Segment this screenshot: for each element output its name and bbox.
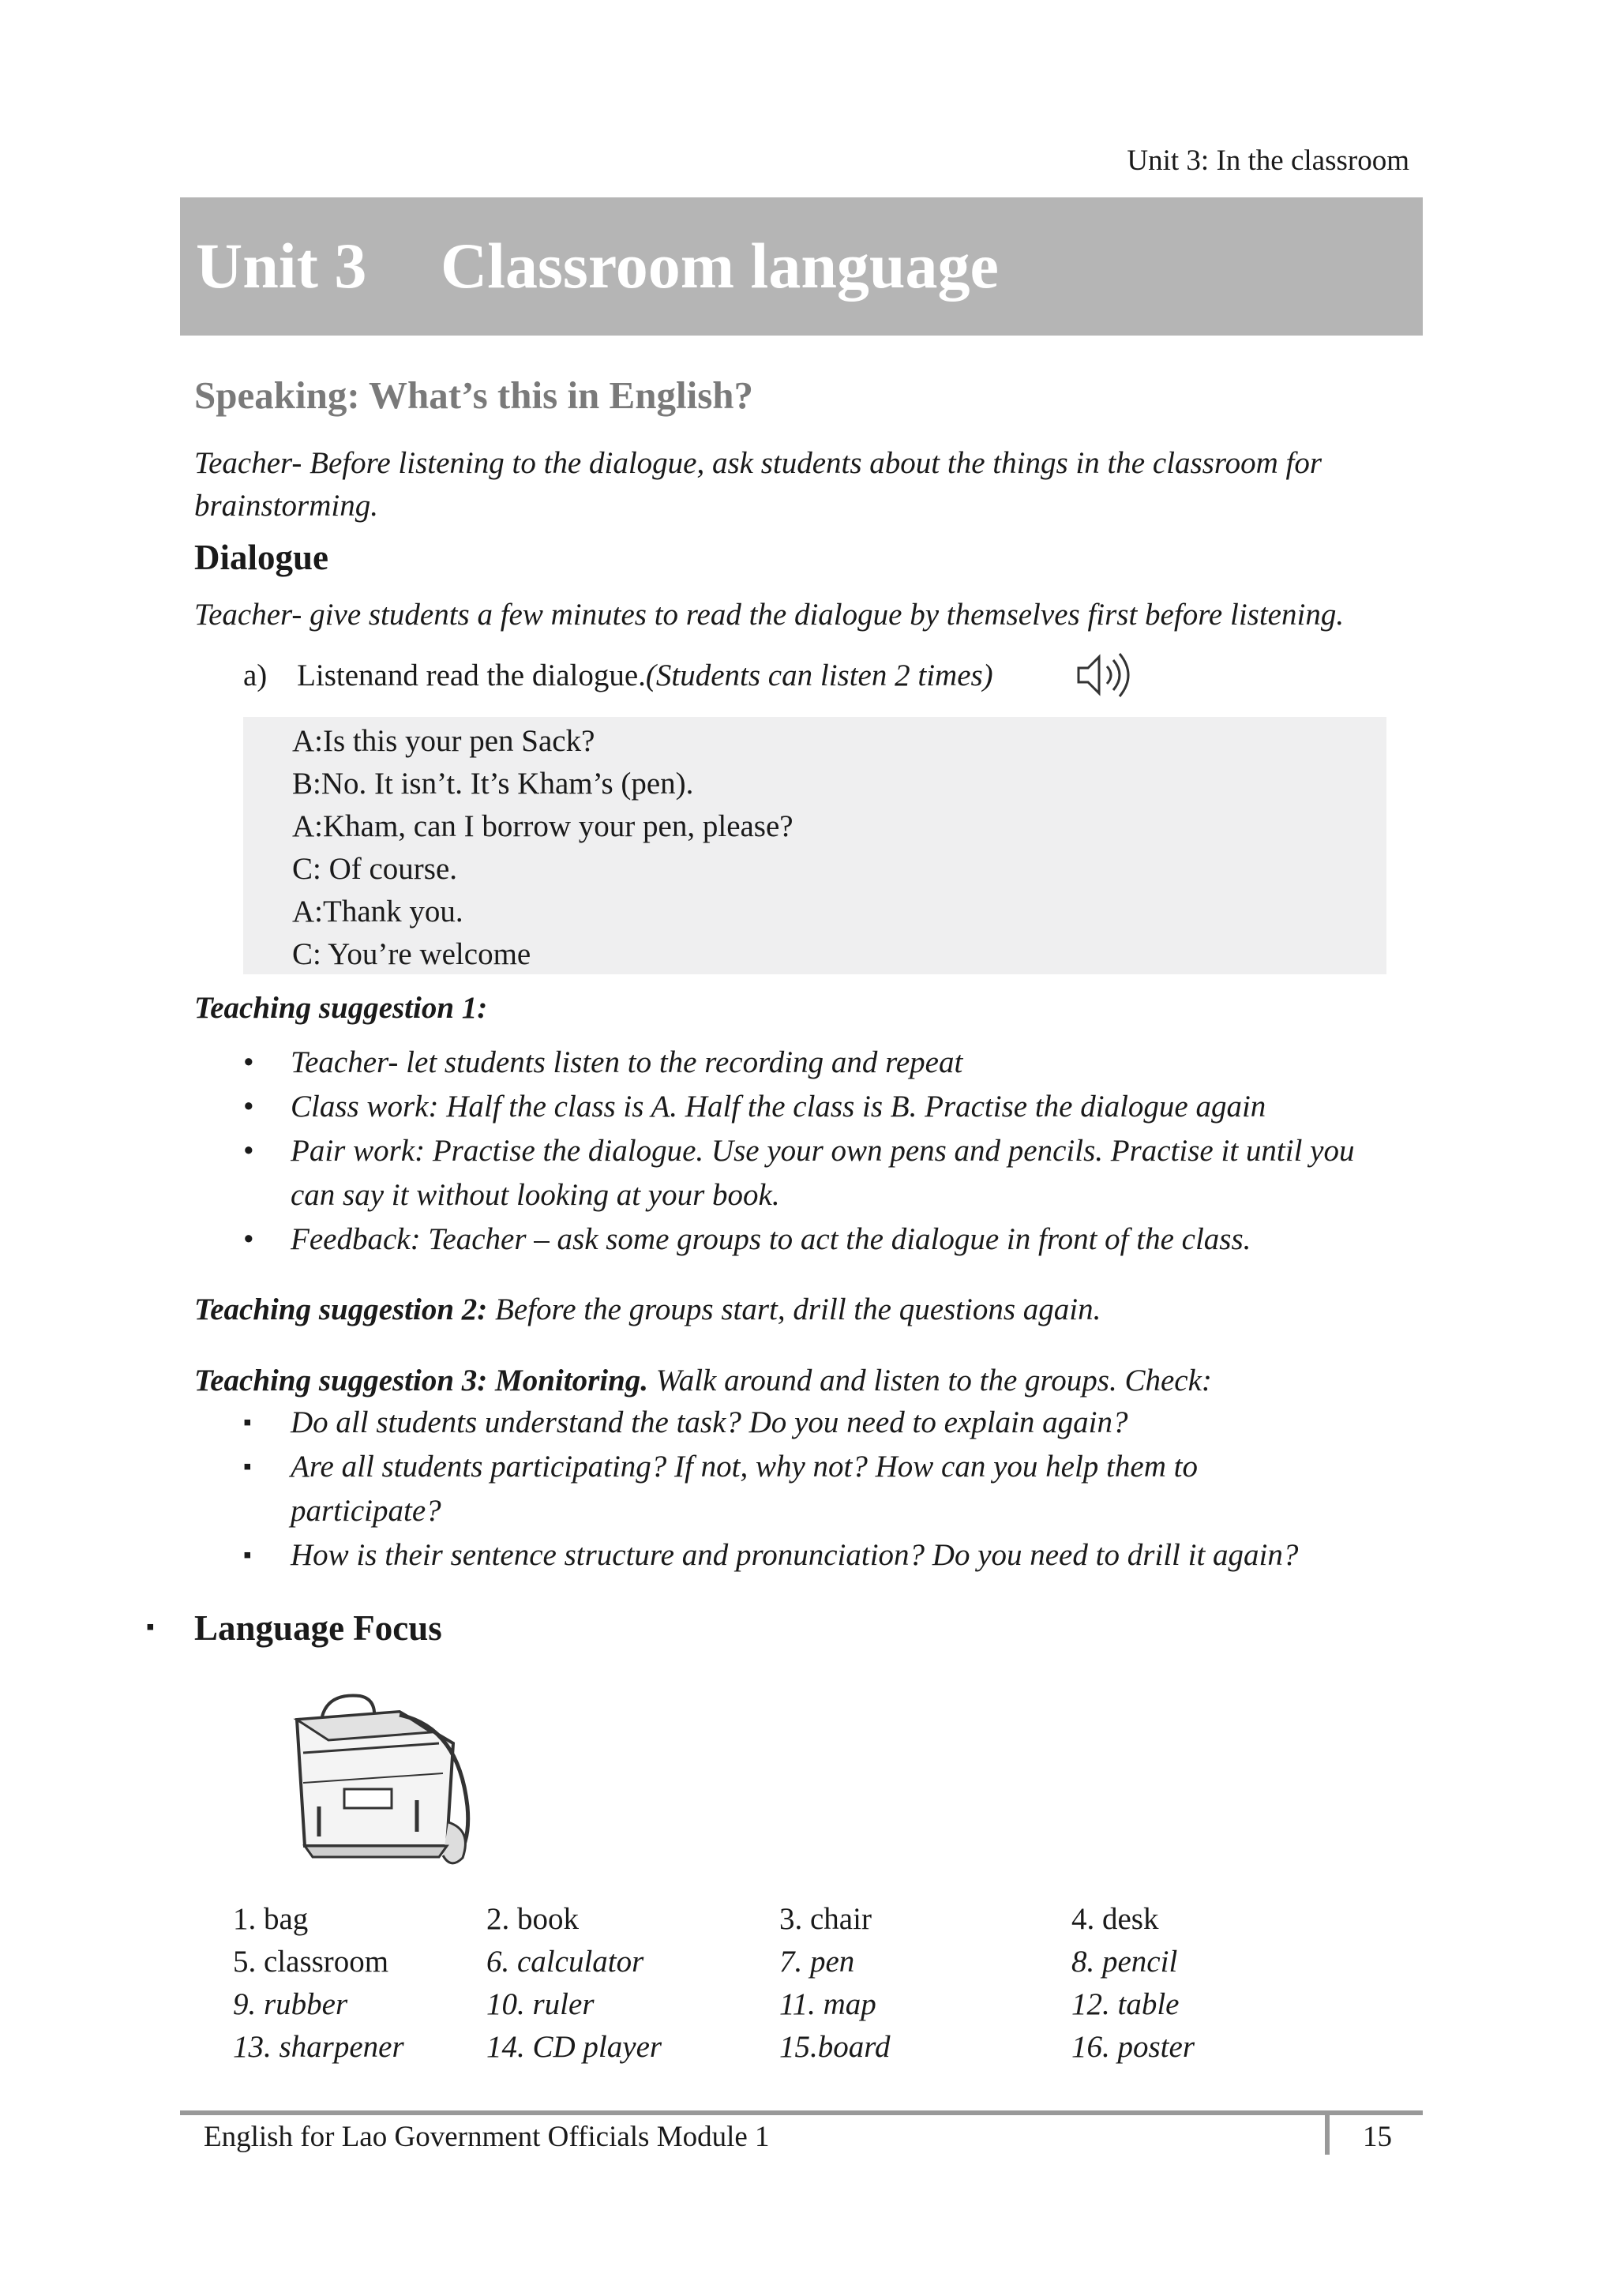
page-number: 15 — [1363, 2121, 1392, 2153]
vocab-item: 6. calculator — [486, 1945, 644, 1979]
dialogue-line: A:Is this your pen Sack? — [292, 724, 595, 758]
vocab-item: 15.board — [779, 2030, 891, 2064]
vocab-item: 13. sharpener — [233, 2030, 404, 2064]
teacher-note-brainstorm — [194, 442, 1426, 527]
vocab-item: 9. rubber — [233, 1987, 348, 2021]
dialogue-line: C: Of course. — [292, 852, 458, 886]
list-item-continuation: can say it without looking at your book. — [291, 1178, 780, 1212]
vocab-item: 3. chair — [779, 1902, 872, 1936]
dialogue-heading: Dialogue — [194, 538, 329, 577]
running-header: Unit 3: In the classroom — [1127, 144, 1409, 177]
speaker-icon[interactable] — [1074, 649, 1137, 701]
list-item-continuation: participate? — [291, 1494, 441, 1528]
listen-instruction — [243, 658, 993, 693]
list-item: ▪ Do all students understand the task? Do you need to explain again? — [291, 1401, 1428, 1445]
footer-divider — [180, 2110, 1423, 2115]
instruction-note: (Students can listen 2 times) — [645, 658, 993, 692]
instruction-text: Listenand read the dialogue. — [297, 658, 646, 692]
suggestion-2 — [194, 1289, 1426, 1331]
suggestion-3-list — [291, 1401, 1428, 1578]
dialogue-line: A:Kham, can I borrow your pen, please? — [292, 809, 793, 843]
vocab-item: 10. ruler — [486, 1987, 595, 2021]
vocab-item: 14. CD player — [486, 2030, 662, 2064]
list-item: • Teacher- let students listen to the recording and repeat — [291, 1041, 1428, 1085]
item-marker: a) — [243, 658, 268, 692]
vocab-item: 16. poster — [1071, 2030, 1195, 2064]
list-item: ▪ Are all students participating? If not, why not? How can you help them to — [291, 1445, 1428, 1489]
unit-number: Unit 3 — [196, 230, 367, 302]
teacher-note-line: Teacher- Before listening to the dialogue, ask students about the things in the classroom for — [194, 446, 1322, 480]
school-bag-image — [281, 1688, 478, 1874]
dialogue-teacher-note: Teacher- give students a few minutes to read the dialogue by themselves first before listening. — [194, 598, 1345, 632]
list-item: • Feedback: Teacher – ask some groups to act the dialogue in front of the class. — [291, 1217, 1428, 1262]
dialogue-box — [243, 717, 1386, 974]
teacher-note-line: brainstorming. — [194, 489, 378, 523]
language-focus-title: Language Focus — [194, 1608, 442, 1648]
speaking-title: Speaking: What’s this in English? — [194, 373, 754, 417]
dialogue-line: B:No. It isn’t. It’s Kham’s (pen). — [292, 767, 694, 801]
suggestion-1-list — [291, 1041, 1428, 1262]
suggestion-2-text: Before the groups start, drill the questions again. — [487, 1292, 1101, 1326]
suggestion-2-title: Teaching suggestion 2: — [194, 1292, 488, 1326]
vocab-item: 11. map — [779, 1987, 876, 2021]
vocab-item: 12. table — [1071, 1987, 1180, 2021]
footer-book-title: English for Lao Government Officials Module 1 — [204, 2121, 770, 2153]
suggestion-3 — [194, 1360, 1426, 1402]
dialogue-line: A:Thank you. — [292, 895, 463, 929]
vocab-item: 4. desk — [1071, 1902, 1159, 1936]
unit-banner — [180, 197, 1423, 336]
suggestion-3-title: Teaching suggestion 3: Monitoring. — [194, 1364, 649, 1397]
list-item: ▪ How is their sentence structure and pronunciation? Do you need to drill it again? — [291, 1533, 1428, 1578]
list-item: • Class work: Half the class is A. Half the class is B. Practise the dialogue again — [291, 1085, 1428, 1129]
vocab-item: 2. book — [486, 1902, 579, 1936]
square-bullet-icon: ▪ — [146, 1614, 155, 1640]
dialogue-line: C: You’re welcome — [292, 937, 531, 971]
vocab-item: 5. classroom — [233, 1945, 389, 1979]
suggestion-1-title: Teaching suggestion 1: — [194, 991, 488, 1025]
vocab-item: 7. pen — [779, 1945, 855, 1979]
vocab-item: 8. pencil — [1071, 1945, 1178, 1979]
list-item: • Pair work: Practise the dialogue. Use your own pens and pencils. Practise it until you — [291, 1129, 1428, 1173]
vocab-item: 1. bag — [233, 1902, 309, 1936]
footer-separator — [1325, 2114, 1330, 2155]
unit-name: Classroom language — [441, 230, 999, 302]
suggestion-3-text: Walk around and listen to the groups. Check: — [648, 1364, 1212, 1397]
